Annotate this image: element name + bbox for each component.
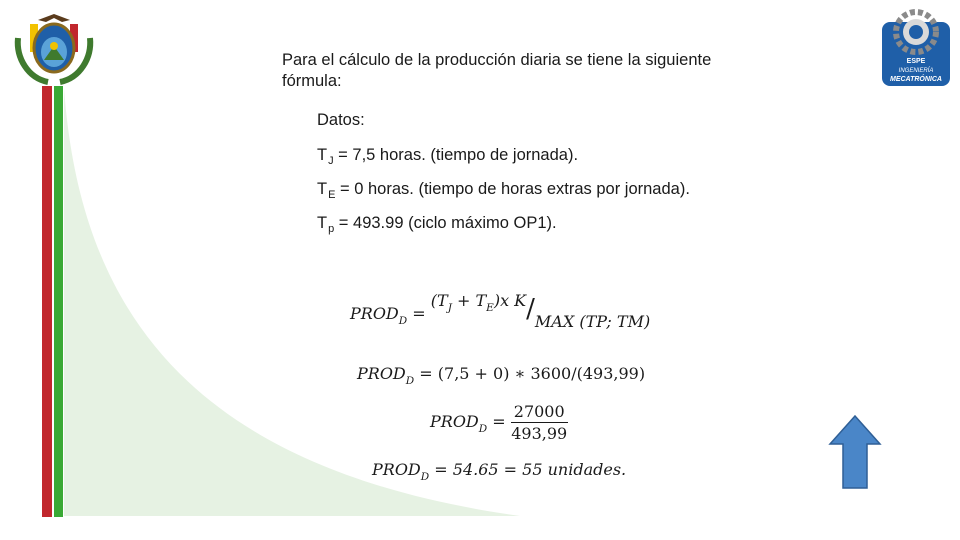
up-arrow-icon[interactable] — [828, 414, 882, 490]
formula-prod-general: $PROD_D = (T_J + T_E)x$ K/MAX (TP; TM) — [350, 291, 651, 331]
gear-emblem-icon — [880, 6, 952, 88]
formula-prod-result: $PROD_D = 54.65 = 55$ unidades. — [372, 460, 627, 483]
logo-text-mecatronica: MECATRÓNICA — [890, 76, 942, 83]
logo-text-espe: ESPE — [906, 58, 926, 65]
intro-paragraph — [282, 50, 742, 93]
intro-text: Para el cálculo de la producción diaria se tiene la siguiente fórmula: — [282, 51, 712, 91]
datos-heading: Datos: — [317, 111, 365, 129]
coat-of-arms-icon — [8, 8, 100, 86]
logo-text-ingenieria: INGENIERÍA — [898, 68, 934, 74]
red-stripe — [42, 86, 52, 517]
datos-tp: $T_p = 493.99$ (ciclo máximo OP1). — [317, 214, 557, 235]
datos-tj: $T_J = 7,5$ horas. (tiempo de jornada). — [317, 146, 579, 167]
green-stripe — [54, 86, 63, 517]
datos-te: $T_E = 0$ horas. (tiempo de horas extras por jornada). — [317, 180, 690, 201]
formula-prod-substituted: $PROD_D = (7,5 + 0)$ ∗ 3600/(493,99) — [357, 364, 646, 387]
formula-prod-fraction: $PROD_D$ = $\frac{27000}{493,99}$ — [430, 402, 568, 443]
fraction: $\frac{27000}{493,99}$ — [511, 402, 568, 443]
